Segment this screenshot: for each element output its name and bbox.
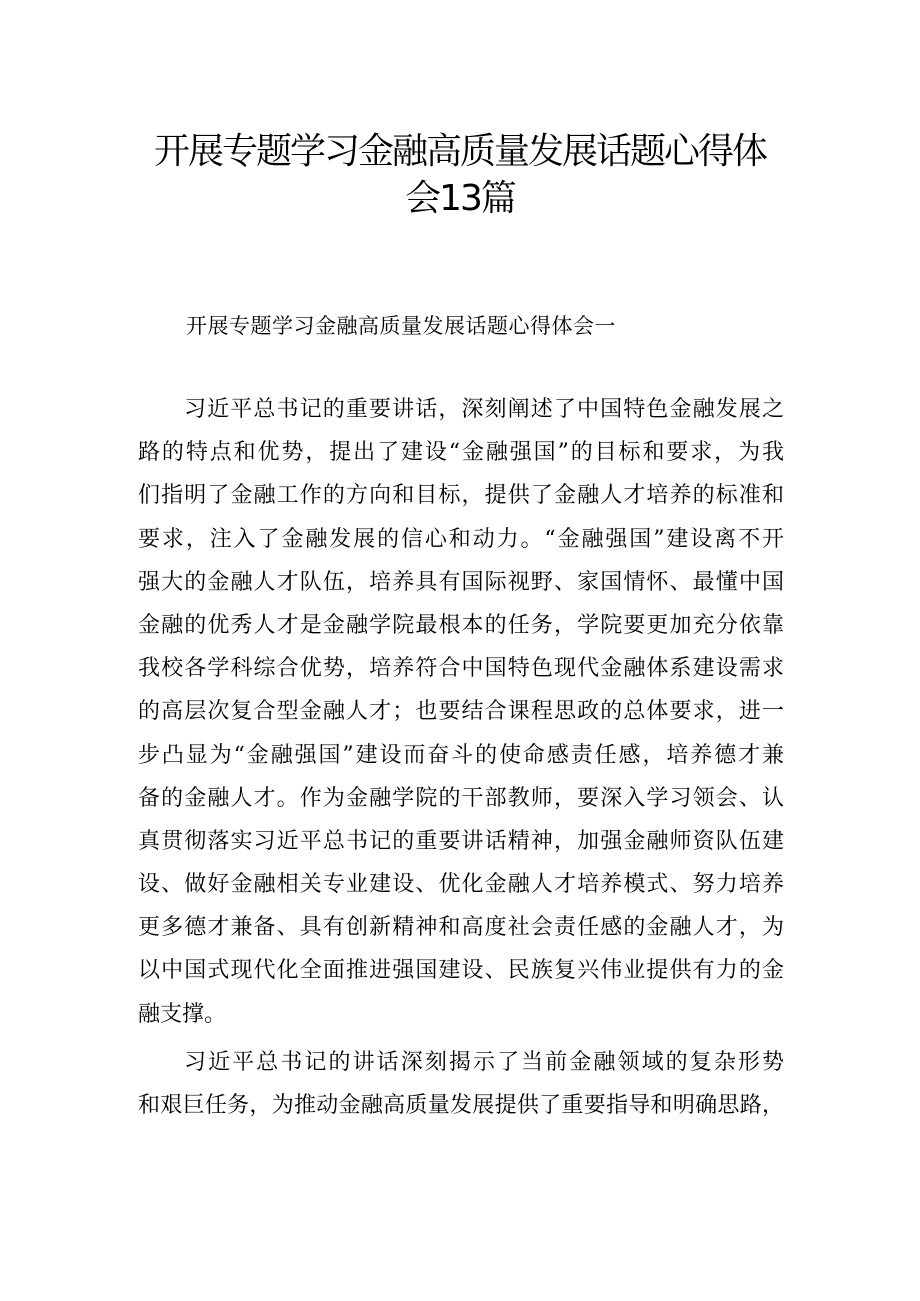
paragraph-line: 强大的金融人才队伍，培养具有国际视野、家国情怀、最懂中国 xyxy=(138,569,784,595)
paragraph-line: 备的金融人才。作为金融学院的干部教师，要深入学习领会、认 xyxy=(138,785,784,811)
paragraph-1 xyxy=(138,388,784,1036)
paragraph-line: 习近平总书记的讲话深刻揭示了当前金融领域的复杂形势 xyxy=(184,1050,784,1075)
document-title xyxy=(140,128,780,222)
paragraph-line: 要求，注入了金融发展的信心和动力。“金融强国”建设离不开 xyxy=(138,526,784,552)
paragraph-line: 以中国式现代化全面推进强国建设、民族复兴伟业提供有力的金 xyxy=(138,958,784,984)
paragraph-line: 习近平总书记的重要讲话，深刻阐述了中国特色金融发展之 xyxy=(184,397,784,422)
section-heading: 开展专题学习金融高质量发展话题心得体会一 xyxy=(186,314,616,338)
title-line-1: 开展专题学习金融高质量发展话题心得体 xyxy=(153,131,766,172)
paragraph-line: 金融的优秀人才是金融学院最根本的任务，学院要更加充分依靠 xyxy=(138,612,784,638)
paragraph-line: 真贯彻落实习近平总书记的重要讲话精神，加强金融师资队伍建 xyxy=(138,828,784,854)
title-line-2: 会13篇 xyxy=(405,178,515,219)
paragraph-line: 我校各学科综合优势，培养符合中国特色现代金融体系建设需求 xyxy=(138,656,784,682)
paragraph-line: 步凸显为“金融强国”建设而奋斗的使命感责任感，培养德才兼 xyxy=(138,742,784,768)
paragraph-line: 更多德才兼备、具有创新精神和高度社会责任感的金融人才，为 xyxy=(138,915,784,941)
paragraph-line: 的高层次复合型金融人才；也要结合课程思政的总体要求，进一 xyxy=(138,699,784,725)
paragraph-line: 和艰巨任务，为推动金融高质量发展提供了重要指导和明确思路， xyxy=(138,1093,784,1119)
paragraph-line: 路的特点和优势，提出了建设“金融强国”的目标和要求，为我 xyxy=(138,440,784,466)
paragraph-line: 们指明了金融工作的方向和目标，提供了金融人才培养的标准和 xyxy=(138,483,784,509)
paragraph-line: 融支撑。 xyxy=(138,1001,227,1027)
paragraph-2 xyxy=(138,1041,784,1127)
paragraph-line: 设、做好金融相关专业建设、优化金融人才培养模式、努力培养 xyxy=(138,872,784,898)
